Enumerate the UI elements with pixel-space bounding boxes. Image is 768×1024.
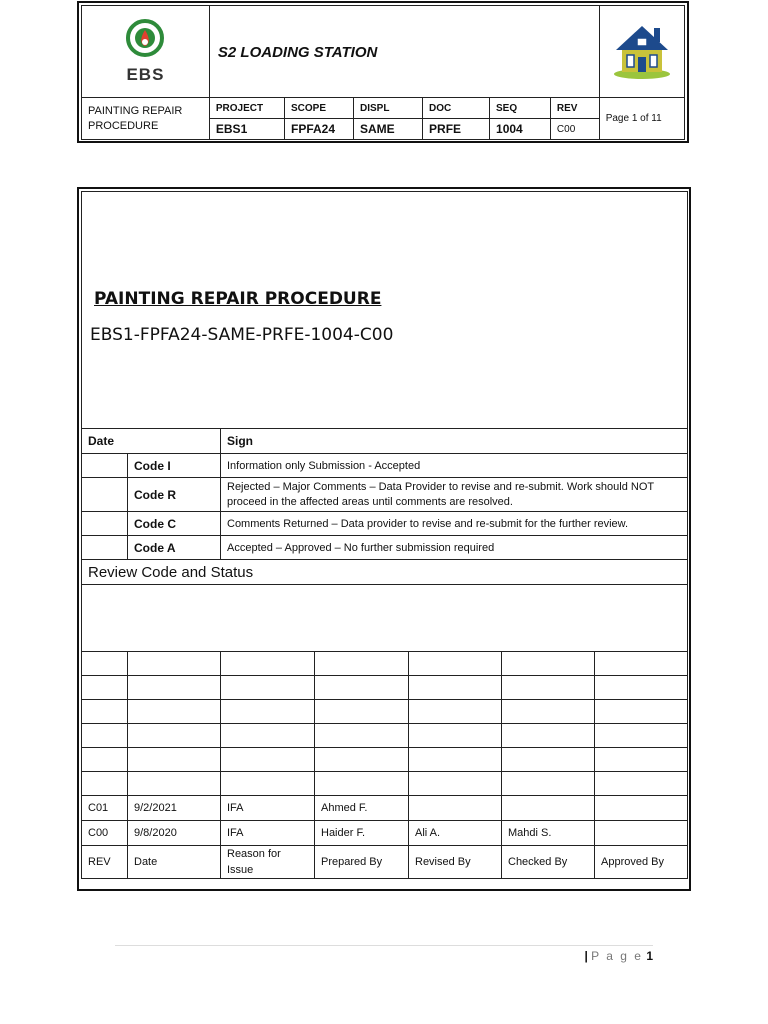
code-r-label: Code R [128,478,221,512]
checked-header: Checked By [502,846,595,879]
checked-cell: Mahdi S. [502,821,595,846]
footer-divider [115,945,653,946]
code-checkbox [82,454,128,478]
blank-stamp-area [82,585,688,652]
footer-page-number: 1 [646,949,653,963]
document-code: EBS1-FPFA24-SAME-PRFE-1004-C00 [90,325,394,345]
sign-label: Sign [221,429,688,454]
review-section-title: Review Code and Status [82,560,688,585]
page-info: Page 1 of 11 [599,98,684,140]
code-i-label: Code I [128,454,221,478]
displ-value: SAME [354,119,423,140]
approved-header: Approved By [595,846,688,879]
code-checkbox [82,536,128,560]
rev-cell: C00 [82,821,128,846]
rev-value: C00 [550,119,599,140]
doc-value: PRFE [423,119,490,140]
date-label: Date [82,429,221,454]
logo-cell [82,6,210,98]
rev-header: REV [82,846,128,879]
document-title: PAINTING REPAIR PROCEDURE [94,289,382,309]
prepared-cell: Ahmed F. [315,796,409,821]
col-seq-label: SEQ [490,98,551,119]
empty-revision-row [82,748,688,772]
date-header: Date [128,846,221,879]
logo-text: EBS [126,65,165,84]
col-project-label: PROJECT [209,98,284,119]
col-doc-label: DOC [423,98,490,119]
document-header [77,1,689,143]
col-scope-label: SCOPE [285,98,354,119]
code-c-label: Code C [128,512,221,536]
code-a-desc: Accepted – Approved – No further submission required [221,536,688,560]
project-value: EBS1 [209,119,284,140]
document-cover [77,187,691,891]
revision-row [82,821,688,846]
empty-revision-row [82,652,688,676]
code-checkbox [82,478,128,512]
revised-header: Revised By [409,846,502,879]
revised-cell [409,796,502,821]
procedure-label: PAINTING REPAIR PROCEDURE [82,98,210,140]
scope-value: FPFA24 [285,119,354,140]
prepared-header: Prepared By [315,846,409,879]
footer-page-word: P a g e [591,949,643,963]
code-c-desc: Comments Returned – Data provider to revise and re-submit for the further review. [221,512,688,536]
reason-cell: IFA [221,821,315,846]
house-logo-icon [610,20,674,80]
date-cell: 9/8/2020 [128,821,221,846]
rev-cell: C01 [82,796,128,821]
col-rev-label: REV [550,98,599,119]
code-i-desc: Information only Submission - Accepted [221,454,688,478]
station-title: S2 LOADING STATION [209,6,599,98]
empty-revision-row [82,772,688,796]
house-logo-cell [599,6,684,98]
revised-cell: Ali A. [409,821,502,846]
ebs-logo-icon [120,18,170,60]
code-checkbox [82,512,128,536]
prepared-cell: Haider F. [315,821,409,846]
checked-cell [502,796,595,821]
revision-row [82,796,688,821]
revision-header-row [82,846,688,879]
approved-cell [595,796,688,821]
code-a-label: Code A [128,536,221,560]
page-footer [584,949,653,963]
code-r-desc: Rejected – Major Comments – Data Provider to revise and re-submit. Work should NOT proceed in the affected areas until comments are resolved. [221,478,688,512]
empty-revision-row [82,676,688,700]
date-cell: 9/2/2021 [128,796,221,821]
empty-revision-row [82,700,688,724]
reason-cell: IFA [221,796,315,821]
footer-bar: | [584,949,588,963]
approved-cell [595,821,688,846]
title-area [82,192,688,429]
reason-header: Reason for Issue [221,846,315,879]
seq-value: 1004 [490,119,551,140]
col-displ-label: DISPL [354,98,423,119]
empty-revision-row [82,724,688,748]
